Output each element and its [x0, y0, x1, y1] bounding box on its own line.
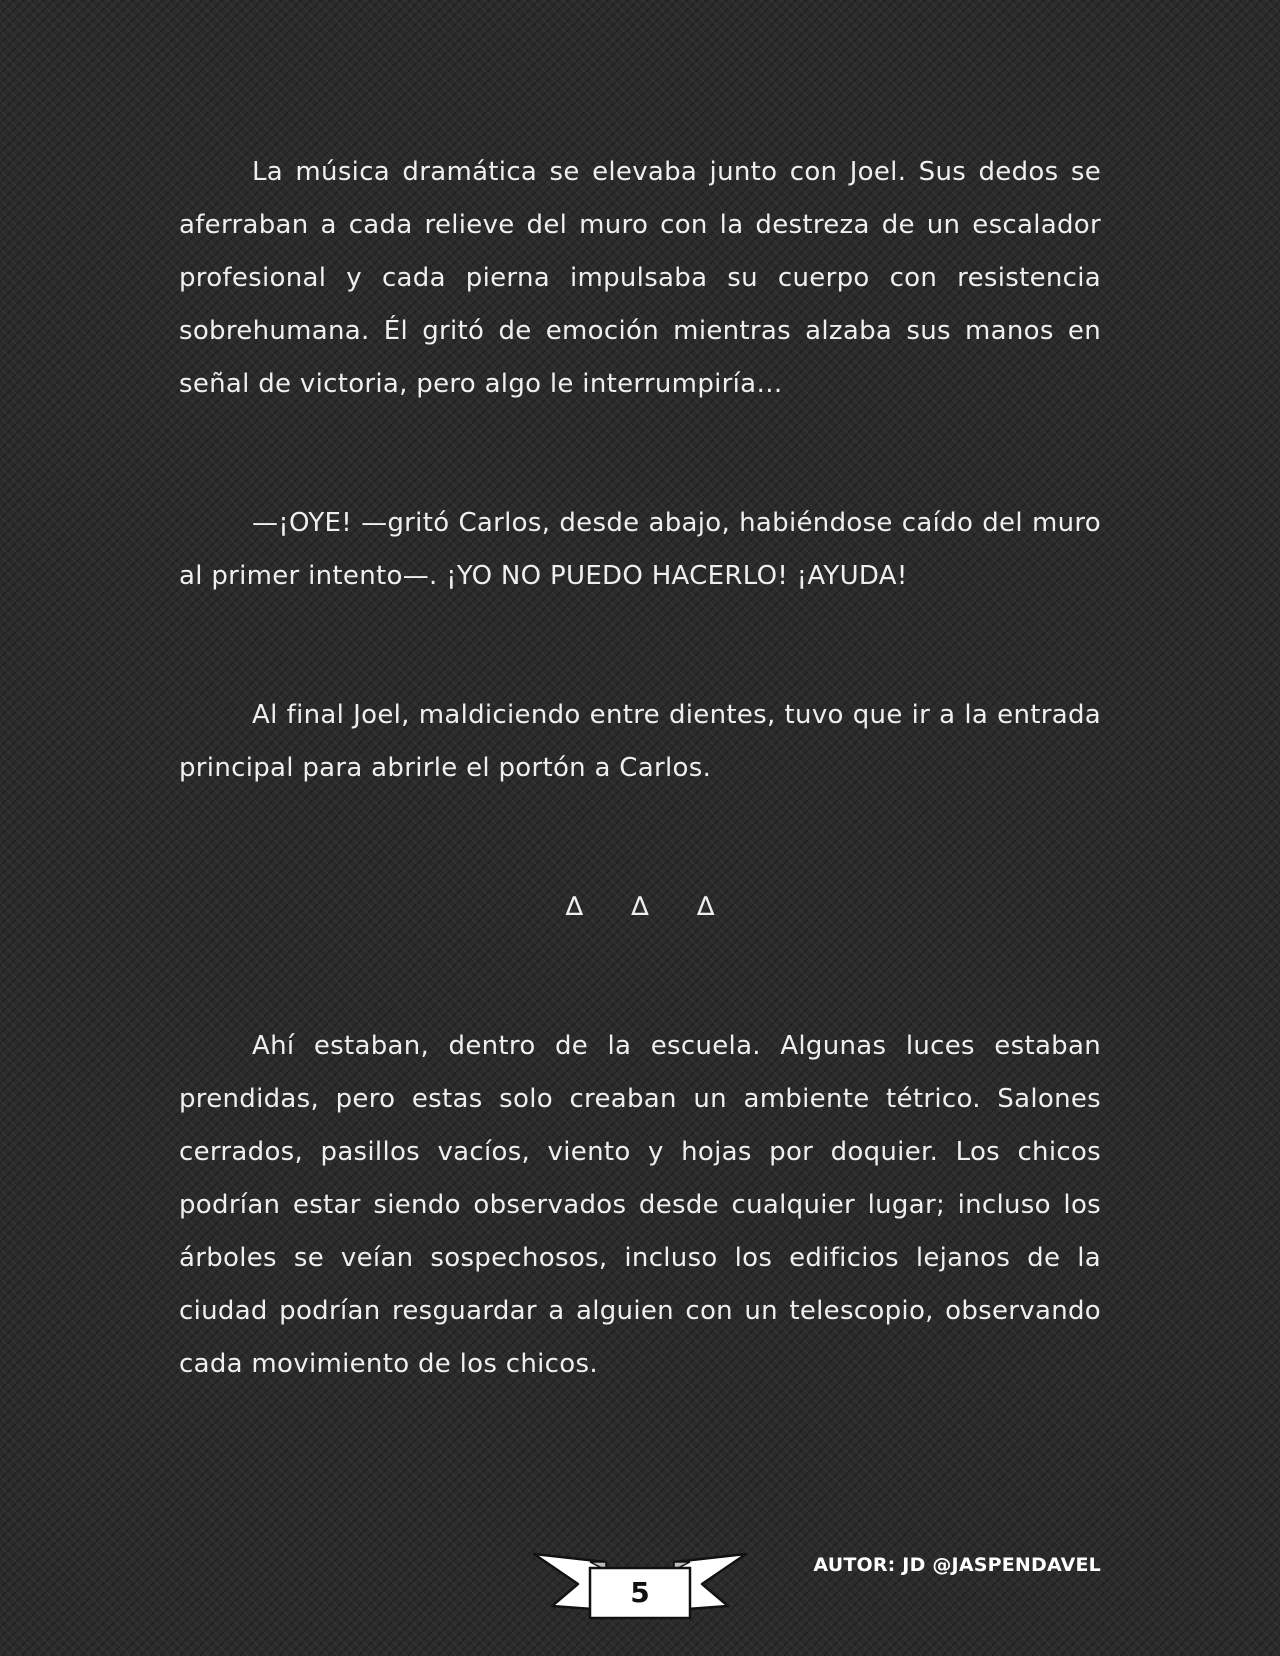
paragraph-gap	[179, 603, 1101, 689]
paragraph-gap	[179, 795, 1101, 881]
paragraph-gap	[179, 411, 1101, 497]
page-footer	[0, 1548, 1280, 1628]
scene-separator	[179, 881, 1101, 934]
paragraph-1: La música dramática se elevaba junto con Joel. Sus dedos se aferraban a cada relieve del muro con la destreza de un escalador profesional y cada pierna impulsaba su cuerpo con resistencia sobrehumana. Él gritó de emoción mientras alzaba sus manos en señal de victoria, pero algo le interrumpiría…	[179, 157, 1101, 399]
paragraph-gap	[179, 934, 1101, 1020]
separator-glyph: ∆	[565, 892, 584, 922]
paragraph-2: —¡OYE! —gritó Carlos, desde abajo, habiéndose caído del muro al primer intento—. ¡YO NO PUEDO HACERLO! ¡AYUDA!	[179, 508, 1101, 591]
paragraph-4: Ahí estaban, dentro de la escuela. Algunas luces estaban prendidas, pero estas solo creaban un ambiente tétrico. Salones cerrados, pasillos vacíos, viento y hojas por doquier. Los chicos podrían estar siendo observados desde cualquier lugar; incluso los árboles se veían sospechosos, incluso los edificios lejanos de la ciudad podrían resguardar a alguien con un telescopio, observando cada movimiento de los chicos.	[179, 1031, 1101, 1379]
paragraph-3: Al final Joel, maldiciendo entre dientes, tuvo que ir a la entrada principal para abrirle el portón a Carlos.	[179, 700, 1101, 783]
page-number: 5	[630, 1576, 650, 1609]
author-credit: AUTOR: JD @JASPENDAVEL	[813, 1554, 1101, 1576]
page-content	[179, 146, 1101, 1391]
separator-glyph: ∆	[696, 892, 715, 922]
separator-glyph: ∆	[631, 892, 649, 922]
